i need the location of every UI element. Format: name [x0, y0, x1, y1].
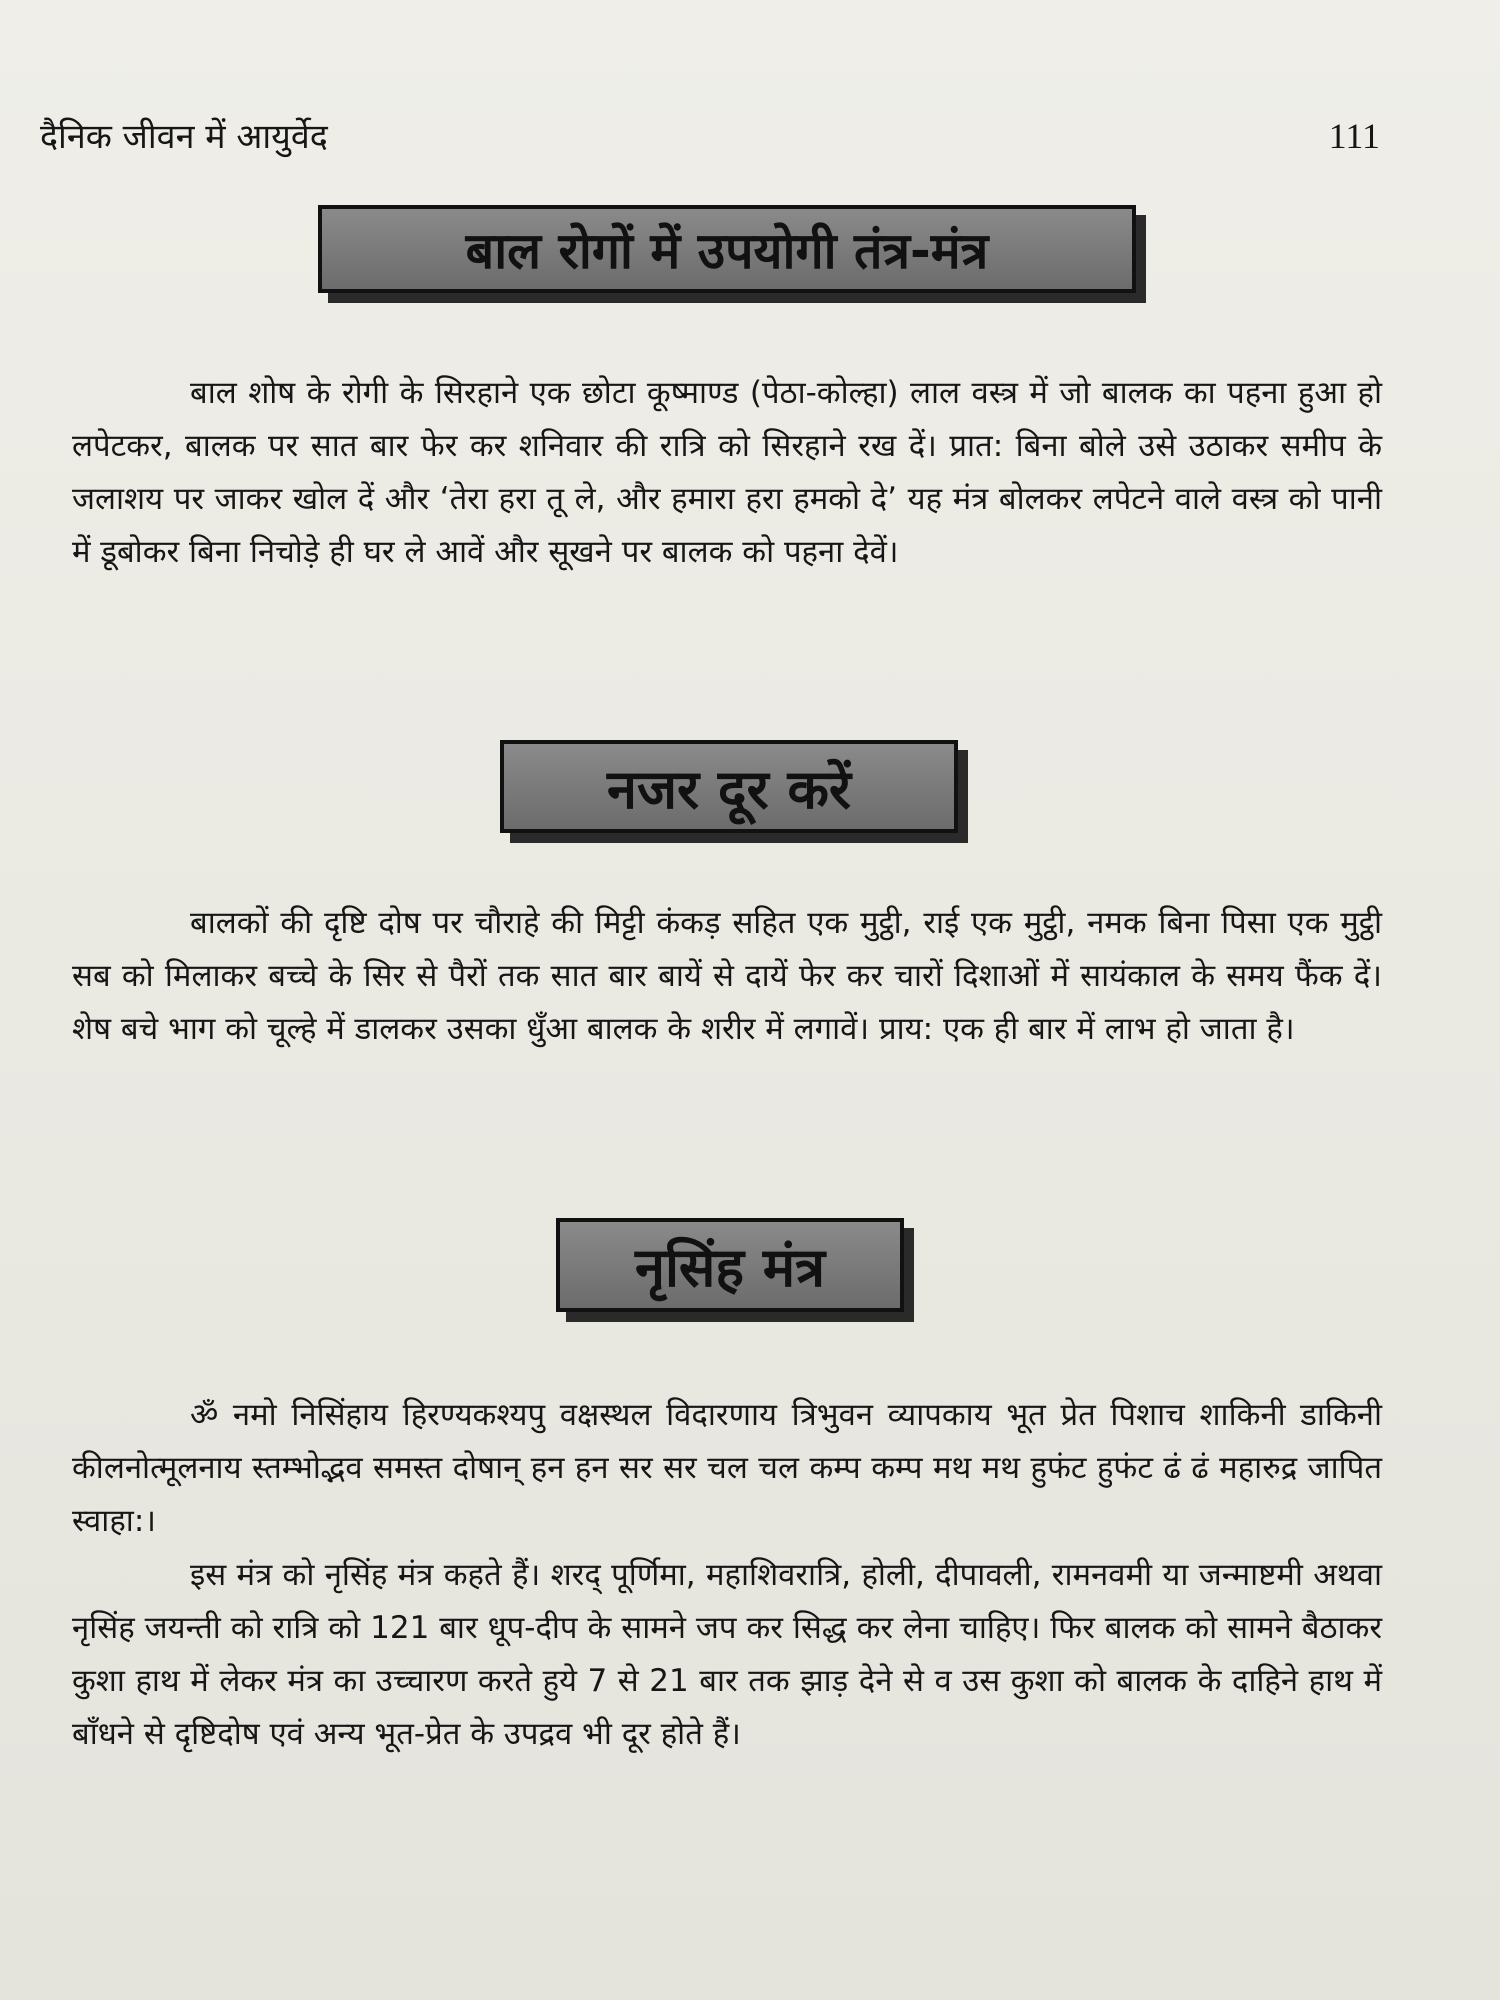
paragraph-mantra-text: ॐ नमो निसिंहाय हिरण्यकश्यपु वक्षस्थल विदारणाय त्रिभुवन व्यापकाय भूत प्रेत पिशाच शाकिनी डाकिनी कीलनोत्मूलनाय स्तम्भोद्भव समस्त दोषान् हन हन सर सर चल चल कम्प कम्प मथ मथ हुफंट हुफंट ढं ढं महारुद्र जापित स्वाहा:। — [72, 1397, 1382, 1539]
page-number: 111 — [1328, 116, 1380, 156]
paragraph-mantra-instructions: इस मंत्र को नृसिंह मंत्र कहते हैं। शरद् पूर्णिमा, महाशिवरात्रि, होली, दीपावली, रामनवमी या जन्माष्टमी अथवा नृसिंह जयन्ती को रात्रि को 121 बार धूप-दीप के सामने जप कर सिद्ध कर लेना चाहिए। फिर बालक को सामने बैठाकर कुशा हाथ में लेकर मंत्र का उच्चारण करते हुये 7 से 21 बार तक झाड़ देने से व उस कुशा को बालक के दाहिने हाथ में बाँधने से दृष्टिदोष एवं अन्य भूत-प्रेत के उपद्रव भी दूर होते हैं। — [72, 1557, 1382, 1752]
section-heading-nrisimha-mantra: नृसिंह मंत्र — [556, 1218, 904, 1312]
running-head — [40, 112, 1380, 158]
running-title: दैनिक जीवन में आयुर्वेद — [40, 117, 328, 157]
paragraph-nazar-remedy: बालकों की दृष्टि दोष पर चौराहे की मिट्टी कंकड़ सहित एक मुट्ठी, राई एक मुट्ठी, नमक बिना पिसा एक मुट्ठी सब को मिलाकर बच्चे के सिर से पैरों तक सात बार बायें से दायें फेर कर चारों दिशाओं में सायंकाल के समय फैंक दें। शेष बचे भाग को चूल्हे में डालकर उसका धुँआ बालक के शरीर में लगावें। प्राय: एक ही बार में लाभ हो जाता है। — [72, 905, 1382, 1047]
section-heading-nazar: नजर दूर करें — [500, 740, 958, 833]
section-heading-child-disease-tantra: बाल रोगों में उपयोगी तंत्र-मंत्र — [318, 205, 1136, 293]
paragraph-bal-shosh-remedy: बाल शोष के रोगी के सिरहाने एक छोटा कूष्माण्ड (पेठा-कोल्हा) लाल वस्त्र में जो बालक का पहना हुआ हो लपेटकर, बालक पर सात बार फेर कर शनिवार की रात्रि को सिरहाने रख दें। प्रात: बिना बोले उसे उठाकर समीप के जलाशय पर जाकर खोल दें और ‘तेरा हरा तू ले, और हमारा हरा हमको दे’ यह मंत्र बोलकर लपेटने वाले वस्त्र को पानी में डूबोकर बिना निचोड़े ही घर ले आवें और सूखने पर बालक को पहना देवें। — [72, 375, 1382, 570]
